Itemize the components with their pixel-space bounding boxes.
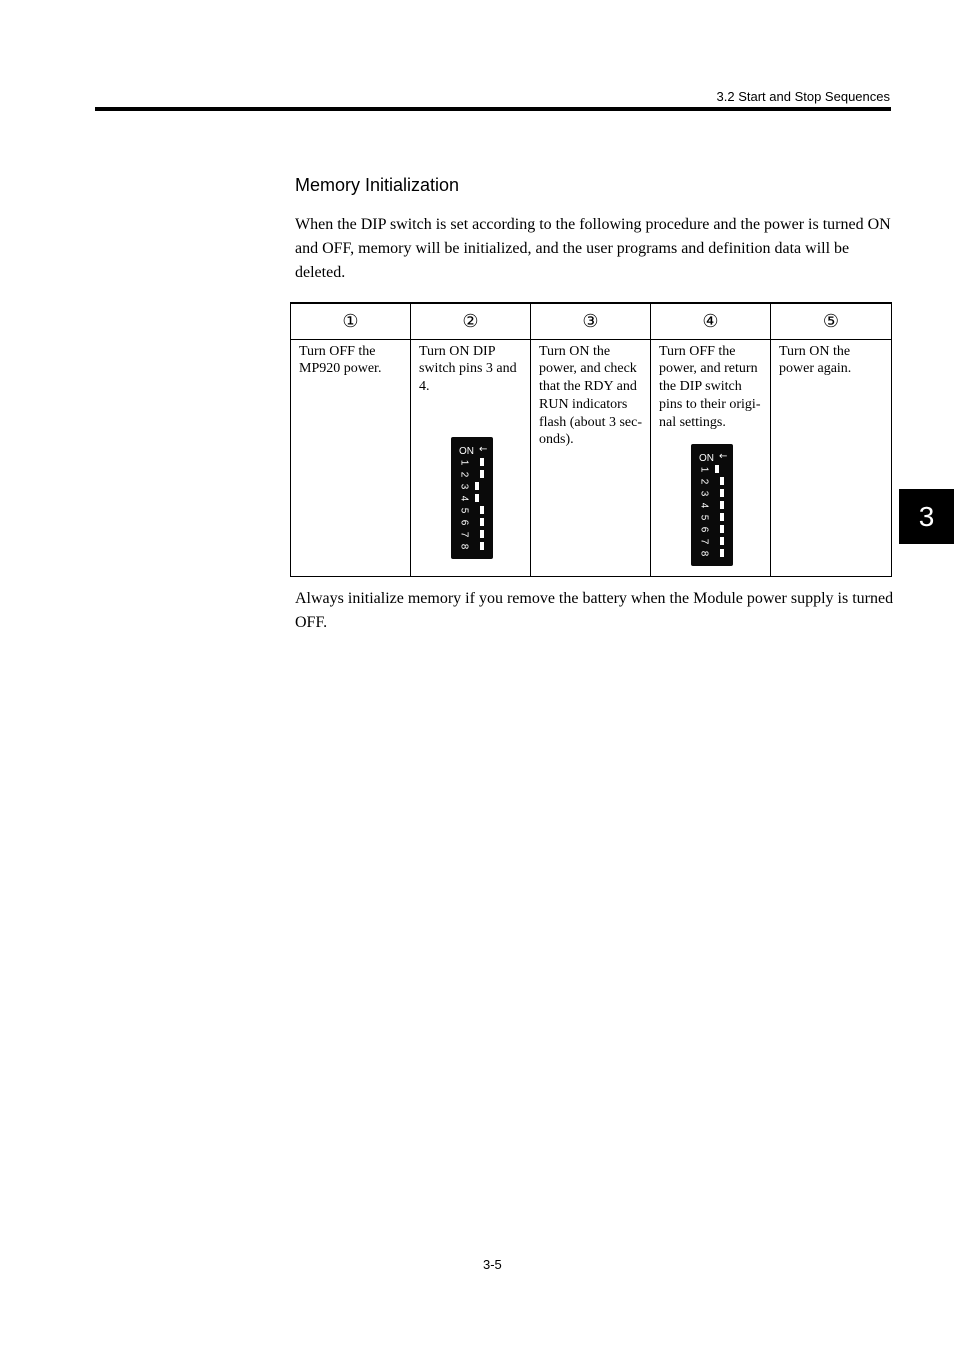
dip-pin-number: 2	[698, 478, 710, 484]
outro-paragraph: Always initialize memory if you remove the battery when the Module power supply is turned OFF.	[295, 590, 894, 631]
dip-pin-number: 8	[458, 543, 470, 549]
dip-pin-number: 2	[458, 471, 470, 477]
step-number-4: ④	[651, 303, 771, 339]
step-number-1: ①	[291, 303, 411, 339]
page-number: 3-5	[483, 1257, 502, 1272]
dip-pin-number: 1	[698, 466, 710, 472]
dip-pin-7	[451, 529, 493, 540]
dip-lever-off	[480, 458, 484, 466]
dip-pin-number: 7	[458, 531, 470, 537]
dip-pin-3	[451, 481, 493, 492]
dip-lever-off	[720, 513, 724, 521]
dip-lever-off	[480, 518, 484, 526]
dip-pin-4	[451, 493, 493, 504]
dip-pin-1	[691, 464, 733, 475]
intro-paragraph: When the DIP switch is set according to the following procedure and the power is turned ON and OFF, memory will be initialized, and the user programs and definition data will be deleted.	[295, 216, 891, 281]
dip-lever-off	[720, 525, 724, 533]
step-number-2: ②	[411, 303, 531, 339]
dip-on-arrow-icon: ←	[479, 443, 488, 455]
dip-lever-on	[715, 465, 719, 473]
dip-lever-off	[720, 537, 724, 545]
header-rule	[95, 107, 891, 111]
dip-lever-off	[720, 501, 724, 509]
dip-pin-4	[691, 500, 733, 511]
step-cell-3	[531, 339, 651, 577]
step-cell-4	[651, 339, 771, 577]
dip-lever-off	[720, 477, 724, 485]
steps-table	[290, 302, 892, 577]
dip-pin-number: 5	[458, 507, 470, 513]
dip-lever-off	[480, 506, 484, 514]
dip-pin-number: 6	[698, 526, 710, 532]
dip-pin-2	[691, 476, 733, 487]
dip-on-arrow-icon: ←	[719, 450, 728, 462]
step-text-2: Turn ON DIP switch pins 3 and 4.	[419, 343, 517, 395]
dip-pin-5	[691, 512, 733, 523]
dip-pin-1	[451, 457, 493, 468]
dip-lever-off	[720, 549, 724, 557]
dip-pin-number: 6	[458, 519, 470, 525]
section-title: Memory Initialization	[295, 175, 460, 195]
dip-pin-8	[691, 548, 733, 559]
dip-on-label: ON	[699, 452, 714, 464]
step-text-4: Turn OFF the power, and return the DIP switch pins to their origi-nal settings.	[659, 343, 761, 430]
step-number-5: ⑤	[771, 303, 892, 339]
dip-pin-number: 3	[698, 490, 710, 496]
dip-pin-3	[691, 488, 733, 499]
step-text-3: Turn ON the power, and check that the RDY and RUN indicators flash (about 3 sec-onds).	[539, 343, 643, 448]
steps-header-row	[291, 303, 892, 339]
dip-lever-off	[480, 542, 484, 550]
dip-lever-on	[475, 494, 479, 502]
step-cell-1	[291, 339, 411, 577]
dip-pin-number: 8	[698, 550, 710, 556]
step-cell-5	[771, 339, 892, 577]
dip-pin-number: 4	[458, 495, 470, 501]
dip-pin-5	[451, 505, 493, 516]
dip-switch-step2	[451, 437, 493, 559]
chapter-tab: 3	[899, 489, 954, 544]
dip-pin-number: 7	[698, 538, 710, 544]
step-number-3: ③	[531, 303, 651, 339]
dip-pin-number: 5	[698, 514, 710, 520]
dip-pin-6	[691, 524, 733, 535]
dip-lever-off	[480, 530, 484, 538]
dip-lever-off	[720, 489, 724, 497]
dip-pin-7	[691, 536, 733, 547]
step-text-5: Turn ON the power again.	[779, 343, 852, 377]
step-cell-2	[411, 339, 531, 577]
dip-switch-step4	[691, 444, 733, 566]
dip-pin-number: 4	[698, 502, 710, 508]
dip-pin-6	[451, 517, 493, 528]
dip-pin-number: 1	[458, 459, 470, 465]
dip-pin-8	[451, 541, 493, 552]
dip-lever-off	[480, 470, 484, 478]
dip-pin-number: 3	[458, 483, 470, 489]
dip-lever-on	[475, 482, 479, 490]
dip-pin-2	[451, 469, 493, 480]
steps-body-row	[291, 339, 892, 577]
step-text-1: Turn OFF the MP920 power.	[299, 343, 382, 377]
running-header: 3.2 Start and Stop Sequences	[716, 89, 890, 104]
dip-on-label: ON	[459, 445, 474, 457]
